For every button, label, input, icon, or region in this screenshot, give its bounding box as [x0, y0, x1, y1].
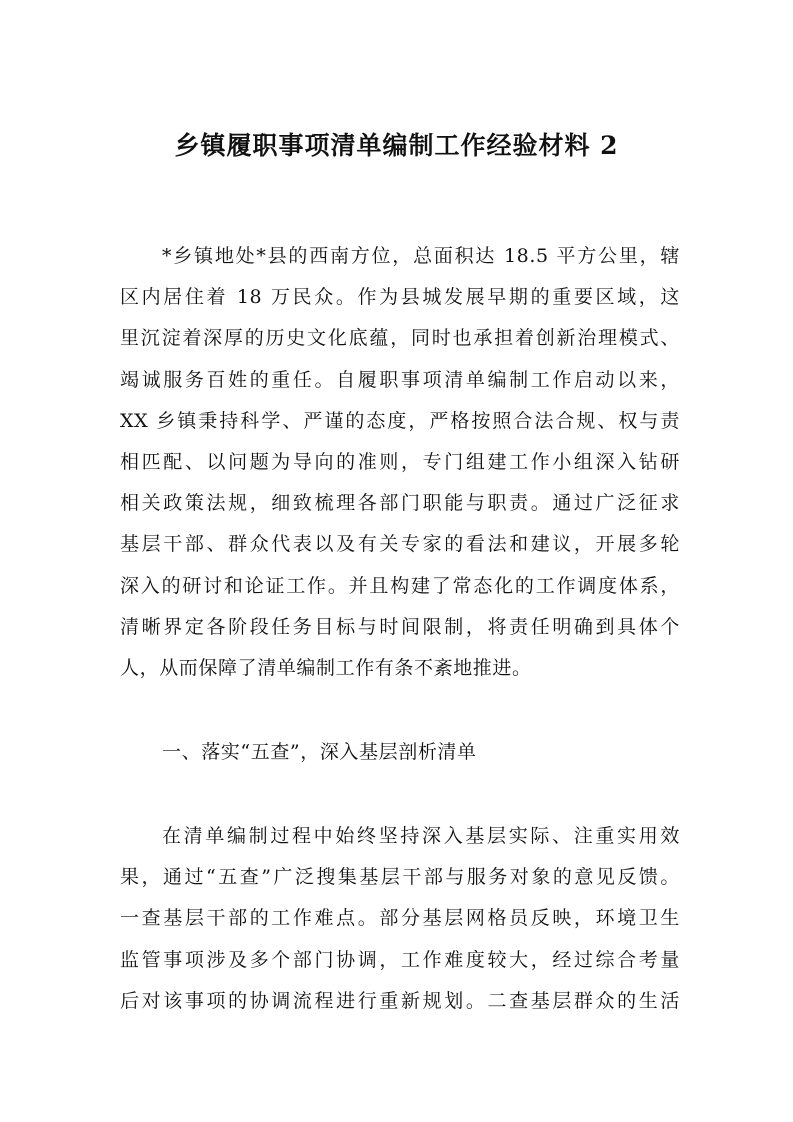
paragraph-line: 区内居住着 18 万民众。作为县城发展早期的重要区域，这 — [120, 286, 680, 309]
document-title: 乡镇履职事项清单编制工作经验材料 2 — [174, 131, 619, 160]
paragraph-line: 相关政策法规，细致梳理各部门职能与职责。通过广泛征求 — [120, 492, 680, 515]
paragraph-line: 在清单编制过程中始终坚持深入基层实际、注重实用效 — [162, 825, 680, 847]
paragraph-line: 深入的研讨和论证工作。并且构建了常态化的工作调度体系， — [120, 574, 680, 597]
paragraph-line: 相匹配、以问题为导向的准则，专门组建工作小组深入钻研 — [120, 450, 680, 473]
paragraph-line: 监管事项涉及多个部门协调，工作难度较大，经过综合考量 — [120, 948, 680, 971]
paragraph-line: XX 乡镇秉持科学、严谨的态度，严格按照合法合规、权与责 — [120, 409, 680, 432]
paragraph-line: *乡镇地处*县的西南方位，总面积达 18.5 平方公里，辖 — [162, 245, 680, 267]
paragraph-line: 里沉淀着深厚的历史文化底蕴，同时也承担着创新治理模式、 — [120, 327, 680, 350]
paragraph-line: 一查基层干部的工作难点。部分基层网格员反映，环境卫生 — [120, 907, 680, 930]
paragraph-line: 竭诚服务百姓的重任。自履职事项清单编制工作启动以来， — [120, 368, 680, 391]
paragraph-line: 清晰界定各阶段任务目标与时间限制，将责任明确到具体个 — [120, 615, 680, 638]
paragraph-line: 果，通过“五查”广泛搜集基层干部与服务对象的意见反馈。 — [120, 866, 680, 889]
section-paragraph — [120, 816, 680, 1022]
paragraph-line: 后对该事项的协调流程进行重新规划。二查基层群众的生活 — [120, 989, 680, 1012]
intro-paragraph — [120, 236, 680, 689]
paragraph-line: 基层干部、群众代表以及有关专家的看法和建议，开展多轮 — [120, 533, 680, 556]
paragraph-line: 人，从而保障了清单编制工作有条不紊地推进。 — [120, 656, 532, 679]
section-heading: 一、落实“五查”，深入基层剖析清单 — [162, 741, 477, 763]
